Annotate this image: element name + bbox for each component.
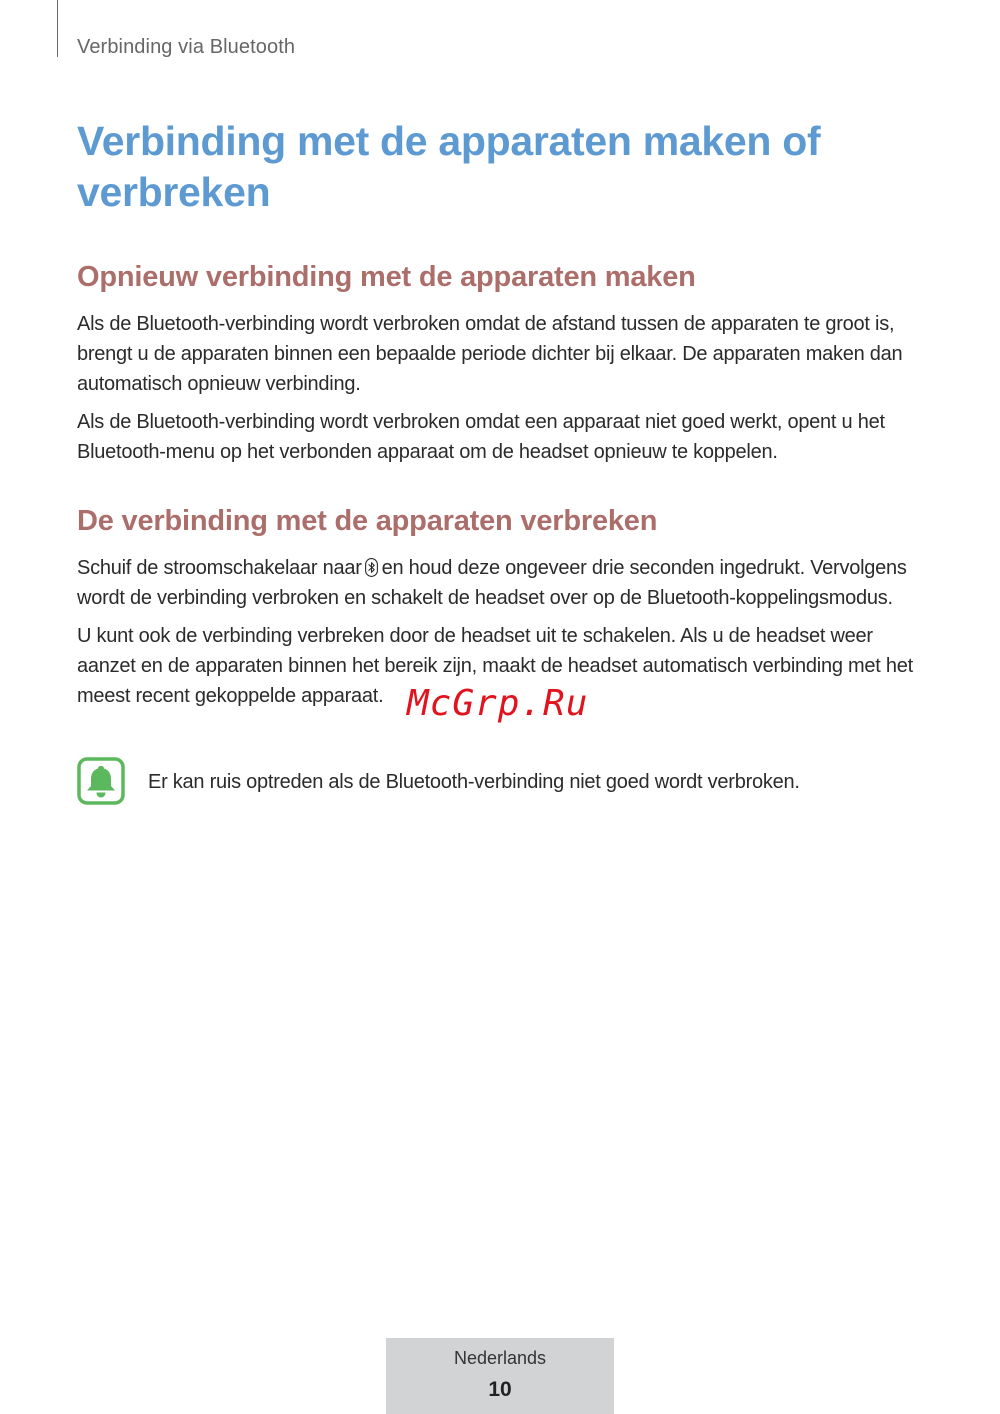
paragraph-distance: Als de Bluetooth-verbinding wordt verbroken omdat de afstand tussen de apparaten te groot is, brengt u de apparaten binnen een bepaalde periode dichter bij elkaar. De apparaten maken dan automatisch opnieuw verbinding.: [77, 313, 903, 395]
paragraph-power-switch-start: Schuif de stroomschakelaar naar: [77, 557, 362, 579]
running-header: Verbinding via Bluetooth: [77, 36, 296, 58]
watermark: McGrp.Ru: [407, 683, 589, 724]
page-title: Verbinding met de apparaten maken of verbreken: [77, 118, 821, 215]
page-number: 10: [488, 1378, 512, 1401]
footer-language: Nederlands: [453, 1348, 547, 1368]
page-footer: [386, 1338, 614, 1414]
paragraph-switch-off: U kunt ook de verbinding verbreken door de headset uit te schakelen. Als u de headset weer aanzet en de apparaten binnen het bereik zijn, maakt de headset automatisch verbinding met het meest recent gekoppelde apparaat.: [77, 625, 913, 707]
bell-icon: [77, 757, 125, 805]
note-box: [77, 757, 925, 807]
section-reconnect: [77, 259, 925, 475]
paragraph-power-switch: [77, 553, 925, 613]
section-heading-reconnect: Opnieuw verbinding met de apparaten maken: [77, 261, 696, 293]
note-text: Er kan ruis optreden als de Bluetooth-verbinding niet goed wordt verbroken.: [148, 771, 800, 793]
margin-rule: [57, 0, 58, 57]
section-heading-disconnect: De verbinding met de apparaten verbreken: [77, 505, 658, 537]
paragraph-power-switch-end: en houd deze ongeveer drie seconden ingedrukt. Vervolgens wordt de verbinding verbroken en schakelt de headset over op de Bluetooth-koppelingsmodus.: [77, 557, 907, 609]
bluetooth-icon: [365, 558, 378, 577]
paragraph-malfunction: Als de Bluetooth-verbinding wordt verbroken omdat een apparaat niet goed werkt, opent u het Bluetooth-menu op het verbonden apparaat om de headset opnieuw te koppelen.: [77, 411, 885, 463]
